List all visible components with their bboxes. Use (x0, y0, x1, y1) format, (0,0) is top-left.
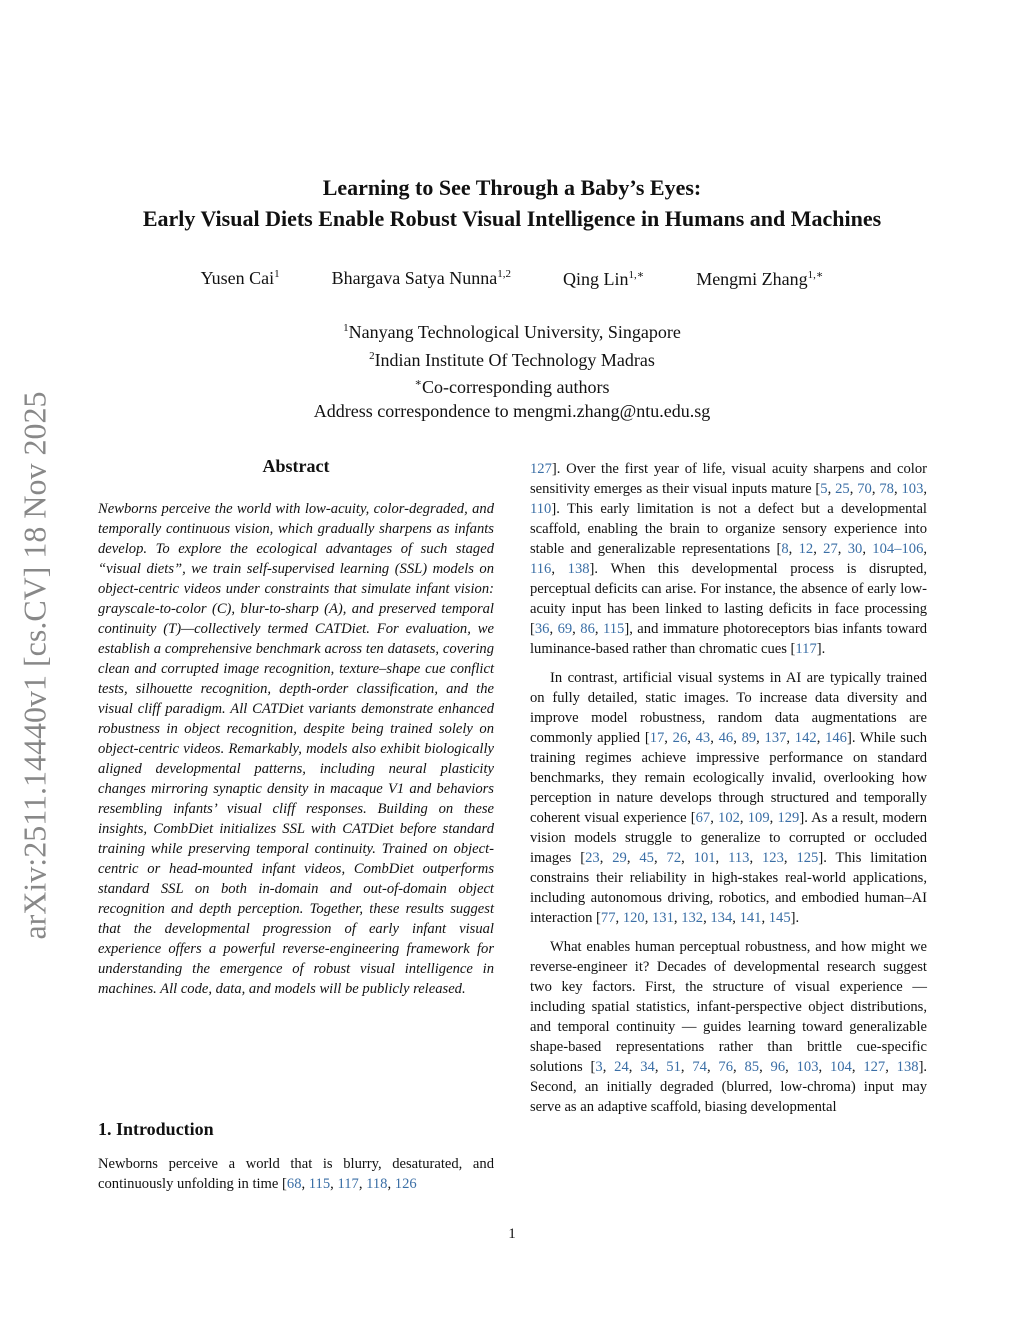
citation-link[interactable]: 17 (649, 730, 665, 746)
intro-text: Newborns perceive a world that is blurry, desaturated, and continuously unfolding in time [ (98, 1156, 494, 1192)
citation-link[interactable]: 120 (622, 910, 645, 926)
citation-link[interactable]: 123 (762, 850, 784, 866)
citation-link[interactable]: 145 (768, 910, 791, 926)
paragraph (530, 937, 927, 1117)
citation-link[interactable]: 96 (770, 1059, 786, 1075)
paragraph-text: ]. While such training regimes achieve impressive performance on standard benchmarks, they remain ecologically invalid, overlooking how perception in nature develops through structured and temporally coherent visual experience [ (530, 730, 928, 826)
section-heading-introduction: 1. Introduction (98, 1119, 214, 1139)
citation-link[interactable]: 117 (337, 1176, 359, 1192)
author-list (100, 268, 924, 290)
intro-paragraph (98, 1154, 494, 1194)
citation-link[interactable]: 30 (847, 541, 863, 557)
citation-link[interactable]: 67 (695, 810, 711, 826)
author (201, 268, 280, 290)
title-line-1: Learning to See Through a Baby’s Eyes: (322, 175, 702, 200)
citation-link[interactable]: 8 (781, 541, 789, 557)
citation-link[interactable]: 103 (796, 1059, 819, 1075)
citation-link[interactable]: 12 (798, 541, 814, 557)
citation-link[interactable]: 3 (595, 1059, 603, 1075)
arxiv-identifier (5, 370, 65, 960)
citation-link[interactable]: 102 (718, 810, 740, 826)
paper-title (60, 172, 964, 234)
citation-link[interactable]: 51 (666, 1059, 681, 1075)
citation-link[interactable]: 129 (777, 810, 800, 826)
citation-link[interactable]: 5 (820, 481, 828, 497)
author-affiliation-mark: 1,∗ (807, 269, 824, 281)
abstract-heading: Abstract (262, 456, 330, 476)
citation-link[interactable]: 46 (718, 730, 734, 746)
author-name: Bhargava Satya Nunna (331, 268, 498, 288)
paragraph-text: ]. As a result, modern vision models struggle to generalize to corrupted or occluded images [ (530, 810, 928, 866)
citation-link[interactable]: 127 (863, 1059, 886, 1075)
citation-link[interactable]: 113 (728, 850, 750, 866)
affiliation-mark: 2 (369, 349, 375, 362)
citation-link[interactable]: 27 (823, 541, 838, 557)
author-name: Mengmi Zhang (696, 269, 808, 289)
citation-link[interactable]: 116 (530, 561, 552, 577)
paragraph (530, 668, 927, 928)
citation-link[interactable]: 74 (692, 1059, 707, 1075)
citation-link[interactable]: 117 (795, 641, 817, 657)
right-column (530, 459, 927, 1126)
paragraph-text: ]. (816, 641, 826, 657)
citation-link[interactable]: 109 (747, 810, 770, 826)
citation-link[interactable]: 138 (896, 1059, 919, 1075)
citation-link[interactable]: 142 (794, 730, 817, 746)
citation-link[interactable]: 138 (567, 561, 590, 577)
arxiv-identifier-text: arXiv:2511.14440v1 [cs.CV] 18 Nov 2025 (16, 390, 53, 940)
citation-link[interactable]: 43 (695, 730, 711, 746)
citation-link[interactable]: 36 (534, 621, 550, 637)
author-affiliation-mark: 1,∗ (628, 269, 645, 281)
citation-group (530, 461, 552, 477)
paragraph-text: ]. This limitation constrains their reliability in high-stakes real-world applications, including autonomous driving, robotics, and embodied human–AI interaction [ (530, 850, 928, 926)
citation-link[interactable]: 104 (829, 1059, 852, 1075)
citation-link[interactable]: 45 (639, 850, 654, 866)
affiliation-text: Co-corresponding authors (422, 377, 610, 397)
citation-link[interactable]: 23 (585, 850, 600, 866)
citation-group: 36, 69, 86, 115 (534, 621, 625, 637)
citation-link[interactable]: 131 (652, 910, 674, 926)
citation-link[interactable]: 29 (612, 850, 627, 866)
paragraph-text: ]. When this developmental process is disrupted, perceptual deficits can arise. For instance, the absence of early low-acuity input has been linked to lasting deficits in face processing [ (530, 561, 927, 637)
paragraph-text: ]. This early limitation is not a defect but a developmental scaffold, enabling the brain to organize sensory experience into stable and generalizable representations [ (530, 501, 927, 557)
author (563, 268, 644, 290)
citation-link[interactable]: 104–106 (872, 541, 924, 557)
citation-group (795, 641, 816, 657)
citation-link[interactable]: 89 (741, 730, 757, 746)
citation-link[interactable]: 110 (530, 501, 552, 517)
citation-link[interactable]: 115 (602, 621, 625, 637)
citation-link[interactable]: 115 (308, 1176, 331, 1192)
citation-group: 3, 24, 34, 51, 74, 76, 85, 96, 103, 104, 127, 138 (595, 1059, 919, 1075)
citation-link[interactable]: 24 (614, 1059, 629, 1075)
citation-link[interactable]: 118 (366, 1176, 388, 1192)
citation-link[interactable]: 76 (718, 1059, 733, 1075)
citation-link[interactable]: 77 (600, 910, 616, 926)
abstract-text: Newborns perceive the world with low-acuity, color-degraded, and temporally continuous vision, which gradually sharpens as infants develop. To explore the ecological advantages of such staged “visual diets”, we train self-supervised learning (SSL) models on object-centric videos under constraints that simulate infant vision: grayscale-to-color (C), blur-to-sharp (A), and preserved temporal continuity (T)—collectively termed CATDiet. For evaluation, we establish a comprehensive benchmark across ten datasets, covering clean and corrupted image recognition, texture–shape cue conflict tests, silhouette recognition, depth-order classification, and the visual cliff paradigm. All CATDiet variants demonstrate enhanced robustness in object recognition, despite being trained solely on object-centric videos. Remarkably, models also exhibit biologically aligned developmental patterns, including neural plasticity changes mirroring synaptic density in macaque V1 and behaviors resembling infants’ visual cliff responses. Building on these insights, CombDiet initializes SSL with CATDiet before standard training while preserving temporal continuity. Trained on object-centric or head-mounted infant videos, CombDiet outperforms standard SSL on both in-domain and out-of-domain object recognition and depth perception. Together, these results suggest that the developmental progression of early infant visual experience offers a powerful reverse-engineering framework for understanding the emergence of robust visual intelligence in machines. All code, data, and models will be publicly released. (98, 501, 494, 997)
citation-link[interactable]: 127 (530, 461, 552, 477)
citation-link[interactable]: 85 (744, 1059, 760, 1075)
citation-link[interactable]: 78 (879, 481, 894, 497)
citation-link[interactable]: 68 (286, 1176, 302, 1192)
citation-link[interactable]: 86 (580, 621, 595, 637)
citation-group: 5, 25, 70, 78, 103, 110 (530, 481, 928, 517)
citation-group: 67, 102, 109, 129 (695, 810, 800, 826)
citation-link[interactable]: 72 (666, 850, 682, 866)
citation-link[interactable]: 101 (693, 850, 716, 866)
affiliation-mark: ∗ (414, 377, 422, 389)
paragraph-text: In contrast, artificial visual systems in AI are typically trained on fully detailed, static images. To increase data diversity and improve model robustness, random data augmentations are commonly applied [ (530, 670, 927, 746)
citation-group: 23, 29, 45, 72, 101, 113, 123, 125 (585, 850, 819, 866)
citation-link[interactable]: 103 (901, 481, 924, 497)
paragraph-text: ], and immature photoreceptors bias infants toward luminance-based rather than chromatic cues [ (530, 621, 928, 657)
affiliation-text: Nanyang Technological University, Singapore (348, 322, 681, 342)
citation-link[interactable]: 26 (672, 730, 688, 746)
citation-link[interactable]: 132 (681, 910, 704, 926)
page-number: 1 (508, 1226, 516, 1242)
citation-link[interactable]: 70 (857, 481, 872, 497)
citation-link[interactable]: 25 (835, 481, 850, 497)
author-name: Yusen Cai (200, 268, 275, 288)
author-affiliation-mark: 1 (274, 268, 280, 280)
paragraph-text: ]. (790, 910, 800, 926)
paragraph (530, 459, 927, 659)
citation-group: 17, 26, 43, 46, 89, 137, 142, 146 (649, 730, 847, 746)
affiliation-line (100, 372, 924, 400)
title-line-2: Early Visual Diets Enable Robust Visual Intelligence in Humans and Machines (142, 206, 882, 231)
author-affiliation-mark: 1,2 (497, 268, 511, 280)
citation-link[interactable]: 125 (796, 850, 819, 866)
citation-group: 77, 120, 131, 132, 134, 141, 145 (600, 910, 791, 926)
citation-link[interactable]: 137 (764, 730, 787, 746)
correspondence-text: Address correspondence to mengmi.zhang@ntu.edu.sg (313, 400, 711, 421)
affiliations (100, 317, 924, 423)
affiliation-line (100, 345, 924, 373)
author (696, 268, 823, 290)
citation-link[interactable]: 146 (825, 730, 847, 746)
citation-link[interactable]: 34 (640, 1059, 655, 1075)
citation-link[interactable]: 134 (710, 910, 733, 926)
author (332, 268, 511, 290)
affiliation-line (100, 317, 924, 345)
correspondence-line (100, 400, 924, 424)
paragraph-text: ]. Second, an initially degraded (blurred, low-chroma) input may serve as an adaptive scaffold, biasing developmental (530, 1059, 928, 1115)
paragraph-text: What enables human perceptual robustness, and how might we reverse-engineer it? Decades of developmental research suggest two key factors. First, the structure of visual experience — including spatial statistics, infant-perspective object distributions, and temporal continuity — guides learning toward generalizable shape-based representations rather than brittle cue-specific solutions [ (530, 939, 927, 1075)
affiliation-text: Indian Institute Of Technology Madras (374, 349, 655, 370)
citation-link[interactable]: 69 (557, 621, 573, 637)
paragraph-text: ]. Over the first year of life, visual acuity sharpens and color sensitivity emerges as their visual inputs mature [ (530, 461, 927, 497)
citation-group: 8, 12, 27, 30, 104–106, 116, 138 (530, 541, 928, 577)
affiliation-mark: 1 (343, 322, 349, 334)
citation-link[interactable]: 126 (394, 1176, 417, 1192)
citation-link[interactable]: 141 (739, 910, 762, 926)
citation-group: 68, 115, 117, 118, 126 (286, 1176, 417, 1192)
author-name: Qing Lin (562, 269, 629, 289)
